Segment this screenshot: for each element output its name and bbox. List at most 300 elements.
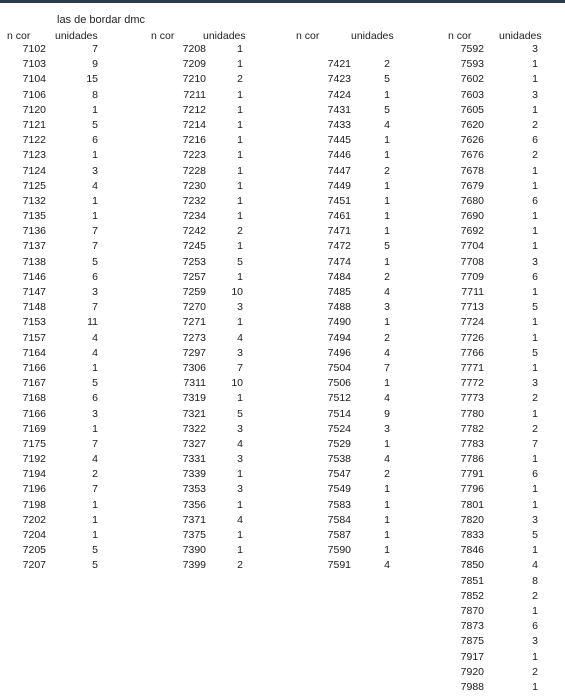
ncor-cell: 7146 — [22, 270, 46, 283]
ncor-cell: 7704 — [460, 240, 484, 253]
ncor-cell: 7626 — [460, 134, 484, 147]
ncor-cell: 7194 — [22, 468, 46, 481]
ncor-cell: 7592 — [460, 43, 484, 55]
ncor-cell: 7137 — [22, 240, 46, 253]
unidades-cell: 1 — [384, 498, 390, 511]
ncor-cell: 7446 — [327, 149, 351, 162]
unidades-cell: 1 — [237, 164, 243, 177]
unidades-cell: 1 — [532, 210, 538, 223]
unidades-cell: 2 — [92, 468, 98, 481]
unidades-cell: 5 — [92, 255, 98, 268]
ncor-cell: 7602 — [460, 73, 484, 86]
unidades-cell: 9 — [92, 58, 98, 71]
unidades-cell: 5 — [532, 529, 538, 541]
unidades-cell: 5 — [384, 240, 390, 253]
unidades-cell: 10 — [231, 286, 243, 298]
ncor-cell: 7820 — [460, 513, 484, 526]
ncor-cell: 7591 — [327, 559, 351, 572]
ncor-cell: 7678 — [460, 164, 484, 177]
unidades-cell: 4 — [384, 392, 390, 405]
header-ncor-4: n cor — [448, 30, 472, 42]
unidades-cell: 1 — [92, 513, 98, 526]
unidades-cell: 5 — [237, 407, 243, 420]
ncor-cell: 7106 — [22, 88, 46, 101]
unidades-cell: 3 — [92, 164, 98, 177]
ncor-cell: 7709 — [460, 270, 484, 283]
unidades-cell: 6 — [532, 194, 538, 207]
ncor-cell: 7356 — [182, 498, 206, 511]
ncor-cell: 7208 — [182, 43, 206, 55]
unidades-cell: 5 — [92, 544, 98, 557]
unidades-cell: 1 — [532, 73, 538, 86]
ncor-cell: 7205 — [22, 544, 46, 557]
ncor-cell: 7234 — [182, 210, 206, 223]
unidades-cell: 1 — [532, 498, 538, 511]
ncor-cell: 7514 — [327, 407, 351, 420]
ncor-cell: 7230 — [182, 179, 206, 192]
ncor-cell: 7724 — [460, 316, 484, 329]
unidades-cell: 1 — [532, 453, 538, 466]
ncor-cell: 7529 — [327, 437, 351, 450]
ncor-cell: 7620 — [460, 118, 484, 131]
unidades-cell: 10 — [231, 377, 243, 390]
column-unidades-1 — [84, 42, 98, 574]
unidades-cell: 2 — [532, 422, 538, 435]
ncor-cell: 7590 — [327, 544, 351, 557]
ncor-cell: 7212 — [182, 103, 206, 116]
unidades-cell: 1 — [237, 134, 243, 147]
ncor-cell: 7676 — [460, 149, 484, 162]
ncor-cell: 7851 — [460, 574, 484, 587]
ncor-cell: 7353 — [182, 483, 206, 496]
unidades-cell: 15 — [86, 73, 98, 86]
unidades-cell: 1 — [384, 377, 390, 390]
unidades-cell: 1 — [532, 680, 538, 693]
ncor-cell: 7870 — [460, 604, 484, 617]
unidades-cell: 5 — [92, 118, 98, 131]
ncor-cell: 7169 — [22, 422, 46, 435]
ncor-cell: 7311 — [183, 377, 206, 390]
unidades-cell: 8 — [92, 88, 98, 101]
unidades-cell: 1 — [92, 149, 98, 162]
ncor-cell: 7138 — [22, 255, 46, 268]
unidades-cell: 1 — [384, 134, 390, 147]
unidades-cell: 4 — [532, 559, 538, 572]
unidades-cell: 1 — [92, 103, 98, 116]
unidades-cell: 1 — [237, 103, 243, 116]
unidades-cell: 5 — [92, 377, 98, 390]
unidades-cell: 1 — [384, 544, 390, 557]
ncor-cell: 7148 — [22, 301, 46, 314]
unidades-cell: 4 — [384, 453, 390, 466]
ncor-cell: 7783 — [460, 437, 484, 450]
unidades-cell: 1 — [237, 240, 243, 253]
unidades-cell: 7 — [92, 225, 98, 238]
unidades-cell: 1 — [237, 316, 243, 329]
ncor-cell: 7399 — [182, 559, 206, 572]
ncor-cell: 7538 — [327, 453, 351, 466]
ncor-cell: 7423 — [327, 73, 351, 86]
unidades-cell: 1 — [237, 210, 243, 223]
unidades-cell: 3 — [237, 301, 243, 314]
ncor-cell: 7584 — [327, 513, 351, 526]
ncor-cell: 7331 — [182, 453, 206, 466]
unidades-cell: 1 — [92, 194, 98, 207]
unidades-cell: 1 — [532, 604, 538, 617]
unidades-cell: 4 — [237, 513, 243, 526]
ncor-cell: 7791 — [460, 468, 484, 481]
ncor-cell: 7135 — [22, 210, 46, 223]
unidades-cell: 7 — [92, 240, 98, 253]
column-unidades-4 — [524, 42, 538, 695]
ncor-cell: 7202 — [22, 513, 46, 526]
unidades-cell — [376, 42, 390, 57]
unidades-cell: 11 — [87, 316, 98, 329]
ncor-cell: 7228 — [182, 164, 206, 177]
unidades-cell: 2 — [237, 559, 243, 572]
unidades-cell: 3 — [237, 483, 243, 496]
header-ncor-2: n cor — [151, 30, 175, 42]
unidades-cell: 1 — [92, 498, 98, 511]
ncor-cell: 7124 — [22, 164, 46, 177]
unidades-cell: 5 — [532, 346, 538, 359]
unidades-cell: 1 — [384, 88, 390, 101]
unidades-cell: 1 — [532, 483, 538, 496]
unidades-cell: 1 — [92, 422, 98, 435]
unidades-cell: 6 — [532, 468, 538, 481]
unidades-cell: 1 — [384, 255, 390, 268]
ncor-cell: 7447 — [327, 164, 351, 177]
ncor-cell: 7421 — [327, 58, 351, 71]
unidades-cell: 7 — [237, 361, 243, 374]
ncor-cell: 7461 — [327, 210, 351, 223]
unidades-cell: 7 — [92, 43, 98, 55]
unidades-cell: 6 — [92, 392, 98, 405]
ncor-cell: 7322 — [182, 422, 206, 435]
ncor-cell: 7245 — [182, 240, 206, 253]
ncor-cell: 7692 — [460, 225, 484, 238]
unidades-cell: 1 — [384, 437, 390, 450]
unidades-cell: 1 — [384, 149, 390, 162]
ncor-cell: 7102 — [22, 43, 46, 55]
ncor-cell: 7549 — [327, 483, 351, 496]
ncor-cell: 7875 — [460, 635, 484, 648]
header-unidades-3: unidades — [351, 30, 394, 42]
ncor-cell: 7153 — [22, 316, 46, 329]
unidades-cell: 4 — [237, 331, 243, 344]
ncor-cell: 7431 — [327, 103, 351, 116]
ncor-cell: 7603 — [460, 88, 484, 101]
ncor-cell: 7920 — [460, 665, 484, 678]
unidades-cell: 1 — [532, 225, 538, 238]
unidades-cell: 4 — [384, 286, 390, 298]
ncor-cell: 7583 — [327, 498, 351, 511]
unidades-cell: 4 — [384, 559, 390, 572]
ncor-cell: 7850 — [460, 559, 484, 572]
unidades-cell: 2 — [384, 270, 390, 283]
ncor-cell: 7211 — [183, 88, 206, 101]
unidades-cell: 1 — [92, 529, 98, 541]
top-border — [0, 0, 565, 3]
unidades-cell: 1 — [384, 513, 390, 526]
ncor-cell: 7125 — [22, 179, 46, 192]
ncor-cell: 7157 — [22, 331, 46, 344]
ncor-cell: 7253 — [182, 255, 206, 268]
ncor-cell: 7132 — [22, 194, 46, 207]
unidades-cell: 2 — [532, 665, 538, 678]
ncor-cell: 7988 — [460, 680, 484, 693]
ncor-cell: 7167 — [22, 377, 46, 390]
unidades-cell: 1 — [92, 210, 98, 223]
unidades-cell: 1 — [532, 164, 538, 177]
unidades-cell: 1 — [384, 225, 390, 238]
unidades-cell: 7 — [92, 301, 98, 314]
unidades-cell: 1 — [532, 286, 538, 298]
unidades-cell: 1 — [384, 529, 390, 541]
ncor-cell: 7547 — [327, 468, 351, 481]
unidades-cell: 3 — [532, 255, 538, 268]
ncor-cell: 7484 — [327, 270, 351, 283]
ncor-cell: 7271 — [182, 316, 206, 329]
ncor-cell: 7390 — [182, 544, 206, 557]
unidades-cell: 4 — [92, 179, 98, 192]
ncor-cell: 7512 — [327, 392, 351, 405]
unidades-cell: 5 — [237, 255, 243, 268]
unidades-cell: 1 — [237, 58, 243, 71]
ncor-cell: 7485 — [327, 286, 351, 298]
ncor-cell: 7424 — [327, 88, 351, 101]
ncor-cell: 7496 — [327, 346, 351, 359]
ncor-cell: 7319 — [182, 392, 206, 405]
ncor-cell: 7168 — [22, 392, 46, 405]
sheet-title: las de bordar dmc — [57, 14, 146, 26]
ncor-cell: 7306 — [182, 361, 206, 374]
ncor-cell: 7257 — [182, 270, 206, 283]
ncor-cell: 7445 — [327, 134, 351, 147]
unidades-cell: 2 — [532, 149, 538, 162]
ncor-cell: 7524 — [327, 422, 351, 435]
ncor-cell: 7494 — [327, 331, 351, 344]
unidades-cell: 1 — [532, 361, 538, 374]
ncor-cell: 7136 — [22, 225, 46, 238]
unidades-cell: 4 — [92, 453, 98, 466]
ncor-cell: 7679 — [460, 179, 484, 192]
unidades-cell: 8 — [532, 574, 538, 587]
ncor-cell: 7605 — [460, 103, 484, 116]
column-ncor-4 — [448, 42, 484, 695]
unidades-cell: 4 — [237, 437, 243, 450]
ncor-cell: 7242 — [182, 225, 206, 238]
unidades-cell: 1 — [532, 179, 538, 192]
ncor-cell: 7917 — [460, 650, 484, 663]
ncor-cell: 7474 — [327, 255, 351, 268]
unidades-cell: 3 — [384, 301, 390, 314]
unidades-cell: 9 — [384, 407, 390, 420]
unidades-cell: 2 — [532, 589, 538, 602]
ncor-cell: 7471 — [327, 225, 351, 238]
unidades-cell: 1 — [237, 468, 243, 481]
column-unidades-2 — [229, 42, 243, 574]
ncor-cell: 7122 — [22, 134, 46, 147]
unidades-cell: 3 — [384, 422, 390, 435]
unidades-cell: 5 — [92, 559, 98, 572]
ncor-cell: 7786 — [460, 453, 484, 466]
header-ncor-3: n cor — [296, 30, 320, 42]
ncor-cell: 7339 — [182, 468, 206, 481]
unidades-cell: 1 — [237, 118, 243, 131]
unidades-cell: 2 — [237, 225, 243, 238]
ncor-cell: 7680 — [460, 194, 484, 207]
unidades-cell: 1 — [532, 407, 538, 420]
unidades-cell: 4 — [92, 331, 98, 344]
unidades-cell: 7 — [532, 437, 538, 450]
ncor-cell: 7147 — [22, 286, 46, 298]
unidades-cell: 1 — [237, 544, 243, 557]
ncor-cell: 7708 — [460, 255, 484, 268]
unidades-cell: 3 — [237, 346, 243, 359]
ncor-cell: 7488 — [327, 301, 351, 314]
ncor-cell: 7207 — [22, 559, 46, 572]
ncor-cell: 7506 — [327, 377, 351, 390]
unidades-cell: 4 — [384, 118, 390, 131]
ncor-cell: 7371 — [182, 513, 206, 526]
ncor-cell: 7451 — [327, 194, 351, 207]
unidades-cell: 3 — [532, 88, 538, 101]
ncor-cell: 7433 — [327, 118, 351, 131]
unidades-cell: 7 — [384, 361, 390, 374]
unidades-cell: 1 — [384, 210, 390, 223]
column-unidades-3 — [376, 42, 390, 574]
ncor-cell: 7123 — [22, 149, 46, 162]
unidades-cell: 1 — [237, 149, 243, 162]
unidades-cell: 6 — [532, 620, 538, 633]
ncor-cell: 7801 — [460, 498, 484, 511]
unidades-cell: 1 — [384, 179, 390, 192]
ncor-cell: 7223 — [182, 149, 206, 162]
unidades-cell: 6 — [92, 134, 98, 147]
ncor-cell: 7209 — [182, 58, 206, 71]
unidades-cell: 3 — [532, 43, 538, 55]
ncor-cell: 7449 — [327, 179, 351, 192]
ncor-cell: 7166 — [22, 407, 46, 420]
unidades-cell: 1 — [384, 483, 390, 496]
unidades-cell: 7 — [92, 437, 98, 450]
ncor-cell: 7204 — [22, 529, 46, 541]
unidades-cell: 5 — [384, 103, 390, 116]
unidades-cell: 6 — [92, 270, 98, 283]
ncor-cell: 7120 — [22, 103, 46, 116]
unidades-cell: 3 — [532, 513, 538, 526]
ncor-cell: 7259 — [182, 286, 206, 298]
ncor-cell: 7375 — [182, 529, 206, 541]
ncor-cell: 7593 — [460, 58, 484, 71]
ncor-cell: 7327 — [182, 437, 206, 450]
unidades-cell: 1 — [237, 498, 243, 511]
unidades-cell: 1 — [532, 240, 538, 253]
unidades-cell: 4 — [384, 346, 390, 359]
unidades-cell: 2 — [532, 118, 538, 131]
ncor-cell: 7472 — [327, 240, 351, 253]
unidades-cell: 7 — [92, 483, 98, 496]
unidades-cell: 3 — [237, 422, 243, 435]
ncor-cell: 7216 — [182, 134, 206, 147]
ncor-cell: 7210 — [182, 73, 206, 86]
ncor-cell: 7726 — [460, 331, 484, 344]
ncor-cell: 7782 — [460, 422, 484, 435]
unidades-cell: 1 — [532, 58, 538, 71]
unidades-cell: 1 — [532, 544, 538, 557]
column-ncor-2 — [170, 42, 206, 574]
header-unidades-1: unidades — [55, 30, 98, 42]
ncor-cell: 7232 — [182, 194, 206, 207]
unidades-cell: 5 — [532, 301, 538, 314]
ncor-cell: 7297 — [182, 346, 206, 359]
unidades-cell: 2 — [384, 468, 390, 481]
unidades-cell: 1 — [532, 103, 538, 116]
unidades-cell: 2 — [384, 164, 390, 177]
ncor-cell: 7711 — [461, 286, 484, 298]
unidades-cell: 1 — [237, 179, 243, 192]
ncor-cell: 7164 — [22, 346, 46, 359]
ncor-cell: 7766 — [460, 346, 484, 359]
ncor-cell: 7198 — [22, 498, 46, 511]
unidades-cell: 1 — [532, 650, 538, 663]
unidades-cell: 5 — [384, 73, 390, 86]
column-ncor-1 — [10, 42, 46, 574]
ncor-cell: 7772 — [460, 377, 484, 390]
unidades-cell: 1 — [237, 43, 243, 55]
ncor-cell: 7780 — [460, 407, 484, 420]
unidades-cell: 2 — [384, 331, 390, 344]
ncor-cell: 7321 — [182, 407, 206, 420]
header-unidades-2: unidades — [203, 30, 246, 42]
header-unidades-4: unidades — [499, 30, 542, 42]
ncor-cell: 7852 — [460, 589, 484, 602]
ncor-cell: 7121 — [22, 118, 46, 131]
ncor-cell — [315, 42, 351, 57]
ncor-cell: 7773 — [460, 392, 484, 405]
unidades-cell: 6 — [532, 134, 538, 147]
unidades-cell: 1 — [384, 194, 390, 207]
unidades-cell: 1 — [92, 361, 98, 374]
ncor-cell: 7166 — [22, 361, 46, 374]
unidades-cell: 3 — [532, 635, 538, 648]
unidades-cell: 1 — [532, 316, 538, 329]
unidades-cell: 3 — [237, 453, 243, 466]
unidades-cell: 1 — [237, 392, 243, 405]
ncor-cell: 7833 — [460, 529, 484, 541]
ncor-cell: 7175 — [22, 437, 46, 450]
ncor-cell: 7214 — [182, 118, 206, 131]
ncor-cell: 7713 — [460, 301, 484, 314]
unidades-cell: 1 — [384, 316, 390, 329]
unidades-cell: 2 — [384, 58, 390, 71]
ncor-cell: 7690 — [460, 210, 484, 223]
ncor-cell: 7504 — [327, 361, 351, 374]
ncor-cell: 7771 — [460, 361, 484, 374]
unidades-cell: 1 — [237, 88, 243, 101]
ncor-cell: 7273 — [182, 331, 206, 344]
header-ncor-1: n cor — [7, 30, 31, 42]
unidades-cell: 3 — [532, 377, 538, 390]
ncor-cell: 7192 — [22, 453, 46, 466]
unidades-cell: 1 — [237, 194, 243, 207]
unidades-cell: 4 — [92, 346, 98, 359]
column-ncor-3 — [315, 42, 351, 574]
ncor-cell: 7104 — [22, 73, 46, 86]
unidades-cell: 2 — [237, 73, 243, 86]
unidades-cell: 6 — [532, 270, 538, 283]
